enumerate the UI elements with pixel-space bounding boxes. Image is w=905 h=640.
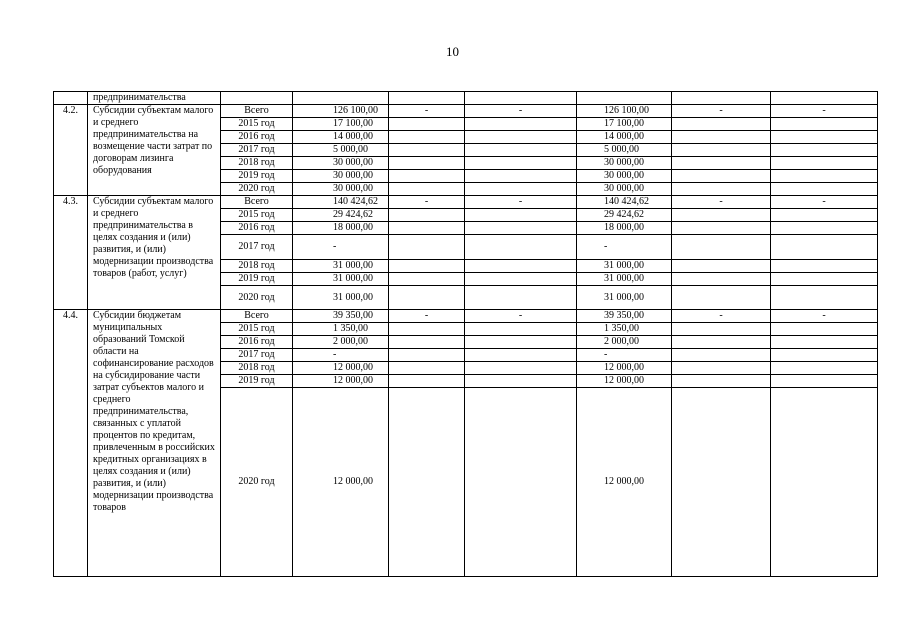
year-cell: 2020 год bbox=[221, 388, 293, 577]
value-cell bbox=[465, 375, 577, 388]
regional-value: 29 424,62 bbox=[577, 209, 672, 222]
total-value: 29 424,62 bbox=[293, 209, 389, 222]
value-cell bbox=[389, 235, 465, 260]
value-cell bbox=[771, 183, 878, 196]
year-cell: 2019 год bbox=[221, 375, 293, 388]
value-cell bbox=[389, 209, 465, 222]
year-cell: 2015 год bbox=[221, 118, 293, 131]
total-value: 30 000,00 bbox=[293, 170, 389, 183]
value-cell bbox=[771, 222, 878, 235]
year-cell: 2017 год bbox=[221, 235, 293, 260]
value-cell bbox=[389, 131, 465, 144]
section-number: 4.4. bbox=[54, 310, 88, 577]
value-cell bbox=[771, 235, 878, 260]
value-cell bbox=[389, 183, 465, 196]
value-cell bbox=[389, 388, 465, 577]
regional-value: 126 100,00 bbox=[577, 105, 672, 118]
value-cell bbox=[389, 170, 465, 183]
total-value: 31 000,00 bbox=[293, 286, 389, 310]
value-cell: - bbox=[465, 310, 577, 323]
value-cell bbox=[465, 286, 577, 310]
total-value: 18 000,00 bbox=[293, 222, 389, 235]
value-cell: - bbox=[672, 196, 771, 209]
value-cell bbox=[771, 118, 878, 131]
value-cell bbox=[465, 222, 577, 235]
value-cell bbox=[672, 349, 771, 362]
value-cell bbox=[672, 144, 771, 157]
regional-value: 12 000,00 bbox=[577, 375, 672, 388]
regional-value: 31 000,00 bbox=[577, 273, 672, 286]
continuation-row bbox=[54, 92, 878, 105]
value-cell bbox=[672, 260, 771, 273]
value-cell: - bbox=[771, 196, 878, 209]
value-cell bbox=[389, 260, 465, 273]
value-cell bbox=[771, 157, 878, 170]
value-cell: - bbox=[465, 105, 577, 118]
regional-value: 2 000,00 bbox=[577, 336, 672, 349]
value-cell bbox=[465, 273, 577, 286]
table-row bbox=[54, 196, 878, 209]
value-cell bbox=[465, 323, 577, 336]
value-cell bbox=[672, 286, 771, 310]
value-cell: - bbox=[771, 310, 878, 323]
value-cell bbox=[465, 144, 577, 157]
total-value: 30 000,00 bbox=[293, 183, 389, 196]
year-cell: Всего bbox=[221, 310, 293, 323]
year-cell: 2015 год bbox=[221, 209, 293, 222]
section-name: Субсидии субъектам малого и среднего предпринимательства на возмещение части затрат по договорам лизинга оборудования bbox=[88, 105, 221, 196]
total-value: 1 350,00 bbox=[293, 323, 389, 336]
value-cell bbox=[465, 183, 577, 196]
value-cell bbox=[672, 170, 771, 183]
year-cell: 2019 год bbox=[221, 273, 293, 286]
year-cell: 2015 год bbox=[221, 323, 293, 336]
value-cell bbox=[771, 375, 878, 388]
total-value: 39 350,00 bbox=[293, 310, 389, 323]
value-cell bbox=[465, 235, 577, 260]
value-cell bbox=[389, 362, 465, 375]
regional-value: - bbox=[577, 349, 672, 362]
year-cell: 2018 год bbox=[221, 260, 293, 273]
value-cell: - bbox=[465, 196, 577, 209]
total-value: 17 100,00 bbox=[293, 118, 389, 131]
year-cell: 2017 год bbox=[221, 349, 293, 362]
value-cell bbox=[771, 286, 878, 310]
value-cell bbox=[771, 144, 878, 157]
value-cell bbox=[389, 157, 465, 170]
section-number: 4.2. bbox=[54, 105, 88, 196]
value-cell bbox=[672, 183, 771, 196]
value-cell bbox=[672, 336, 771, 349]
regional-value: 30 000,00 bbox=[577, 157, 672, 170]
value-cell bbox=[389, 273, 465, 286]
value-cell bbox=[465, 131, 577, 144]
value-cell bbox=[389, 323, 465, 336]
page-number: 10 bbox=[446, 44, 459, 59]
regional-value: 30 000,00 bbox=[577, 183, 672, 196]
year-cell: 2016 год bbox=[221, 131, 293, 144]
section-number: 4.3. bbox=[54, 196, 88, 310]
budget-table bbox=[53, 91, 878, 577]
value-cell: - bbox=[389, 196, 465, 209]
regional-value: 12 000,00 bbox=[577, 388, 672, 577]
regional-value: 140 424,62 bbox=[577, 196, 672, 209]
value-cell bbox=[465, 336, 577, 349]
regional-value: 31 000,00 bbox=[577, 286, 672, 310]
year-cell: 2020 год bbox=[221, 183, 293, 196]
value-cell bbox=[389, 349, 465, 362]
total-value: 12 000,00 bbox=[293, 388, 389, 577]
total-value: 2 000,00 bbox=[293, 336, 389, 349]
value-cell bbox=[771, 260, 878, 273]
year-cell: 2016 год bbox=[221, 336, 293, 349]
value-cell bbox=[672, 375, 771, 388]
value-cell: - bbox=[672, 310, 771, 323]
year-cell: 2018 год bbox=[221, 362, 293, 375]
year-cell: Всего bbox=[221, 105, 293, 118]
regional-value: 39 350,00 bbox=[577, 310, 672, 323]
value-cell bbox=[389, 375, 465, 388]
value-cell bbox=[771, 388, 878, 577]
total-value: 12 000,00 bbox=[293, 375, 389, 388]
regional-value: 18 000,00 bbox=[577, 222, 672, 235]
regional-value: 5 000,00 bbox=[577, 144, 672, 157]
value-cell bbox=[771, 273, 878, 286]
value-cell bbox=[465, 157, 577, 170]
value-cell bbox=[465, 209, 577, 222]
value-cell: - bbox=[389, 310, 465, 323]
total-value: 140 424,62 bbox=[293, 196, 389, 209]
value-cell bbox=[389, 336, 465, 349]
year-cell: 2017 год bbox=[221, 144, 293, 157]
regional-value: 14 000,00 bbox=[577, 131, 672, 144]
value-cell bbox=[672, 209, 771, 222]
value-cell bbox=[465, 260, 577, 273]
value-cell bbox=[465, 388, 577, 577]
value-cell bbox=[389, 118, 465, 131]
value-cell bbox=[672, 388, 771, 577]
value-cell bbox=[771, 362, 878, 375]
year-cell: 2016 год bbox=[221, 222, 293, 235]
value-cell bbox=[672, 157, 771, 170]
regional-value: 31 000,00 bbox=[577, 260, 672, 273]
regional-value: 12 000,00 bbox=[577, 362, 672, 375]
regional-value: - bbox=[577, 235, 672, 260]
total-value: 31 000,00 bbox=[293, 260, 389, 273]
value-cell bbox=[389, 144, 465, 157]
total-value: 5 000,00 bbox=[293, 144, 389, 157]
value-cell bbox=[672, 362, 771, 375]
regional-value: 30 000,00 bbox=[577, 170, 672, 183]
value-cell bbox=[465, 349, 577, 362]
value-cell bbox=[771, 323, 878, 336]
value-cell bbox=[672, 235, 771, 260]
value-cell bbox=[672, 131, 771, 144]
section-name: Субсидии субъектам малого и среднего предпринимательства в целях создания и (или) развития, и (или) модернизации производства товаров (работ, услуг) bbox=[88, 196, 221, 310]
value-cell bbox=[672, 118, 771, 131]
year-cell: Всего bbox=[221, 196, 293, 209]
value-cell bbox=[465, 362, 577, 375]
value-cell bbox=[771, 170, 878, 183]
continuation-text: предпринимательства bbox=[88, 92, 221, 105]
total-value: 30 000,00 bbox=[293, 157, 389, 170]
total-value: - bbox=[293, 349, 389, 362]
total-value: 12 000,00 bbox=[293, 362, 389, 375]
section-name: Субсидии бюджетам муниципальных образований Томской области на софинансирование расходов на субсидирование части затрат субъектов малого и среднего предпринимательства, связанных с уплатой процентов по кредитам, привлеченным в российских кредитных организациях в целях создания и (или) развития, и (или) модернизации производства товаров bbox=[88, 310, 221, 577]
value-cell: - bbox=[672, 105, 771, 118]
value-cell bbox=[771, 336, 878, 349]
value-cell bbox=[389, 222, 465, 235]
year-cell: 2019 год bbox=[221, 170, 293, 183]
value-cell bbox=[672, 222, 771, 235]
total-value: 126 100,00 bbox=[293, 105, 389, 118]
table-row bbox=[54, 105, 878, 118]
value-cell: - bbox=[389, 105, 465, 118]
year-cell: 2018 год bbox=[221, 157, 293, 170]
value-cell bbox=[672, 323, 771, 336]
regional-value: 1 350,00 bbox=[577, 323, 672, 336]
table-row bbox=[54, 310, 878, 323]
value-cell bbox=[465, 118, 577, 131]
total-value: 31 000,00 bbox=[293, 273, 389, 286]
value-cell bbox=[771, 131, 878, 144]
value-cell bbox=[771, 209, 878, 222]
total-value: 14 000,00 bbox=[293, 131, 389, 144]
regional-value: 17 100,00 bbox=[577, 118, 672, 131]
value-cell bbox=[389, 286, 465, 310]
total-value: - bbox=[293, 235, 389, 260]
value-cell bbox=[465, 170, 577, 183]
year-cell: 2020 год bbox=[221, 286, 293, 310]
value-cell bbox=[672, 273, 771, 286]
value-cell bbox=[771, 349, 878, 362]
value-cell: - bbox=[771, 105, 878, 118]
